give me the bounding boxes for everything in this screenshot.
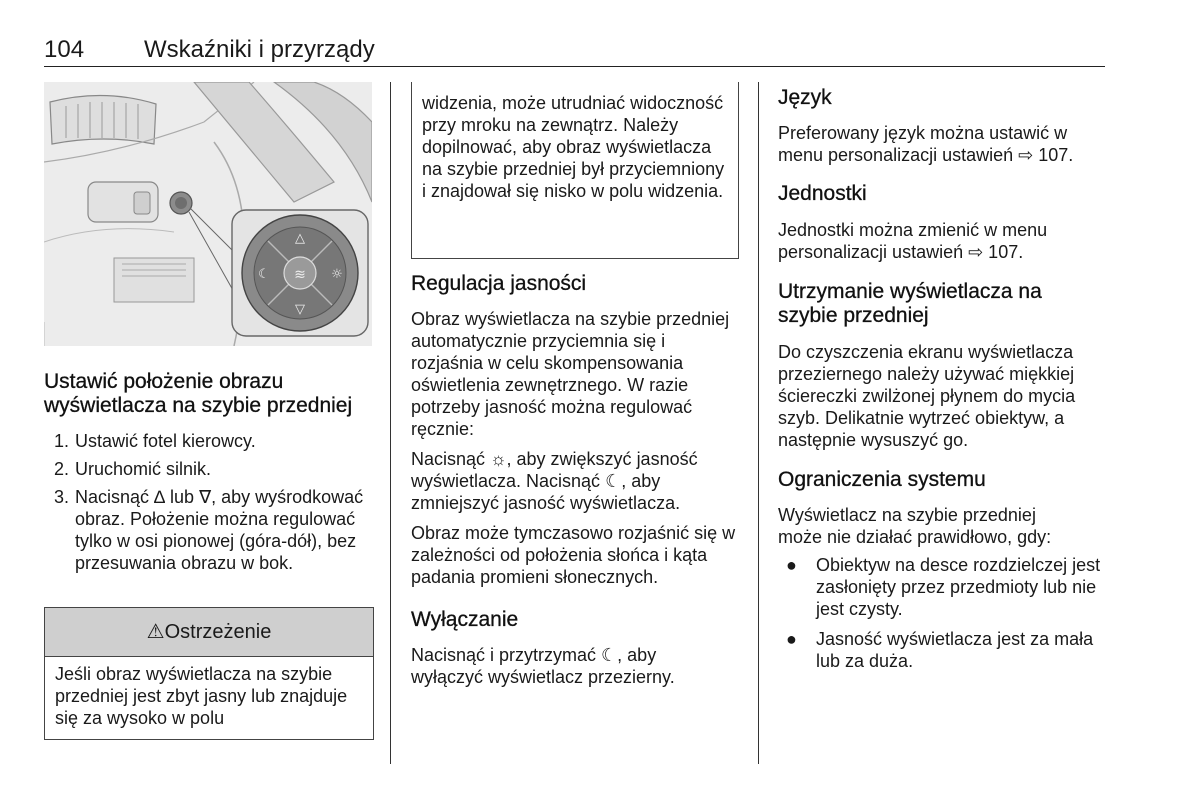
sun-icon: ☼ xyxy=(331,267,343,282)
down-arrow-icon: ▽ xyxy=(295,302,305,317)
warning-header xyxy=(45,608,373,657)
defrost-icon: ≋ xyxy=(294,267,306,283)
list-item: 3. Nacisnąć ∆ lub ∇, aby wyśrodkować obraz. Położenie można regulować tylko w osi pionowej (góra-dół), bez przesuwania obrazu w bok. xyxy=(54,487,364,573)
bullet-icon: ● xyxy=(786,629,797,649)
moon-icon: ☾ xyxy=(258,267,270,282)
brightness-paragraph-2: Nacisnąć ☼, aby zwiększyć jasność wyświetlacza. Nacisnąć ☾, aby zmniejszyć jasność wyświetlacza. xyxy=(411,449,698,513)
brightness-paragraph-3: Obraz może tymczasowo rozjaśnić się w zależności od położenia słońca i kąta padania promieni słonecznych. xyxy=(411,523,736,587)
warning-icon: ⚠ xyxy=(146,621,165,643)
units-heading: Jednostki xyxy=(778,182,867,205)
limits-paragraph: Wyświetlacz na szybie przedniej może nie działać prawidłowo, gdy: xyxy=(778,505,1052,547)
brightness-heading: Regulacja jasności xyxy=(411,272,587,295)
page-title: Wskaźniki i przyrządy xyxy=(144,36,375,63)
up-arrow-icon: △ xyxy=(295,231,305,246)
page-header xyxy=(44,34,1105,67)
maintenance-paragraph: Do czyszczenia ekranu wyświetlacza przeziernego należy używać miękkiej ściereczki zwilżonej płynem do mycia szyb. Delikatnie wytrzeć obiektyw, a następnie wysuszyć go. xyxy=(778,342,1076,450)
adjust-position-heading: Ustawić położenie obrazu wyświetlacza na szybie przedniej xyxy=(44,370,353,417)
column-divider-left xyxy=(390,82,391,764)
dashboard-drawing xyxy=(44,82,372,346)
warning-continued-box xyxy=(411,82,739,259)
units-paragraph: Jednostki można zmienić w menu personalizacji ustawień ⇨ 107. xyxy=(778,220,1048,262)
bullet-icon: ● xyxy=(786,555,797,575)
page-number: 104 xyxy=(44,36,85,63)
language-heading: Język xyxy=(778,86,832,109)
language-paragraph: Preferowany język można ustawić w menu personalizacji ustawień ⇨ 107. xyxy=(778,123,1074,165)
column-divider-right xyxy=(758,82,759,764)
switch-off-heading: Wyłączanie xyxy=(411,608,519,631)
maintenance-heading: Utrzymanie wyświetlacza na szybie przedniej xyxy=(778,280,1042,327)
steps-list xyxy=(44,430,372,574)
switch-off-paragraph: Nacisnąć i przytrzymać ☾, aby wyłączyć wyświetlacz przezierny. xyxy=(411,645,675,687)
warning-title: Ostrzeżenie xyxy=(164,621,272,643)
warning-body: Jeśli obraz wyświetlacza na szybie przedniej jest zbyt jasny lub znajduje się za wysoko w polu xyxy=(55,664,348,728)
list-item: ● Obiektyw na desce rozdzielczej jest zasłonięty przez przedmioty lub nie jest czysty. xyxy=(786,555,1101,619)
warning-box xyxy=(44,607,374,740)
limits-list xyxy=(778,554,1108,672)
column-1 xyxy=(44,82,372,728)
limits-heading: Ograniczenia systemu xyxy=(778,468,986,491)
list-item: 1. Ustawić fotel kierowcy. xyxy=(54,431,256,451)
warning-continued-text: widzenia, może utrudniać widoczność przy mroku na zewnątrz. Należy dopilnować, aby obraz wyświetlacza na szybie przedniej był przyciemniony i znajdował się nisko w polu widzenia. xyxy=(422,93,725,201)
list-item: ● Jasność wyświetlacza jest za mała lub za duża. xyxy=(786,629,1094,671)
hud-control-illustration xyxy=(44,82,372,346)
list-item: 2. Uruchomić silnik. xyxy=(54,459,212,479)
brightness-paragraph-1: Obraz wyświetlacza na szybie przedniej automatycznie przyciemnia się i rozjaśnia w celu skompensowania oświetlenia zewnętrznego. W razie potrzeby jasność można regulować ręcznie: xyxy=(411,309,730,439)
